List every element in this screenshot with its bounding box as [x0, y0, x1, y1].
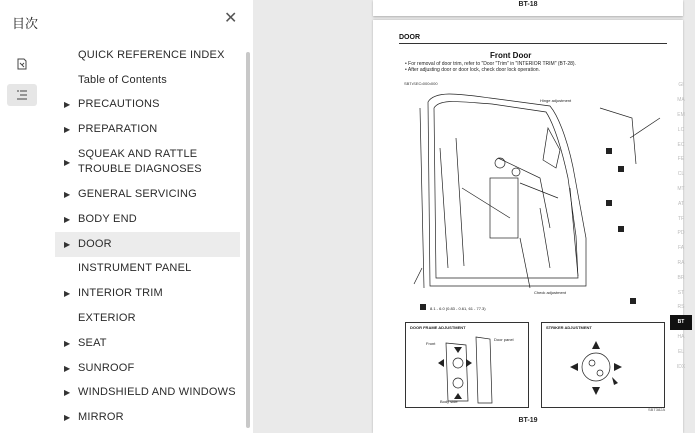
expand-arrow-icon[interactable]: ▶ — [64, 125, 71, 135]
expand-arrow-icon[interactable]: ▶ — [64, 363, 71, 373]
section-title: DOOR — [399, 34, 420, 41]
toc-item-label: QUICK REFERENCE INDEX — [78, 48, 225, 61]
toc-item-quick-reference-index[interactable] — [55, 43, 240, 68]
section-tab[interactable]: EM — [677, 111, 685, 118]
figure-caption-1: DOOR FRAME ADJUSTMENT — [410, 325, 466, 330]
note-2-text: After adjusting door or door lock, check door lock operation. — [407, 67, 540, 73]
toc-item-mirror[interactable] — [55, 405, 240, 430]
expand-arrow-icon[interactable]: ▶ — [64, 289, 71, 299]
check-label: Check adjustment — [534, 290, 567, 295]
body-side-label: Body side — [440, 399, 458, 404]
door-diagram — [400, 88, 668, 320]
section-tab[interactable]: CL — [677, 171, 685, 178]
toc-item-sunroof[interactable] — [55, 356, 240, 381]
section-tab[interactable]: BR — [677, 274, 685, 281]
toc-item-label: Table of Contents — [78, 73, 168, 86]
section-tab[interactable]: RS — [677, 304, 685, 311]
toc-item-instrument-panel[interactable] — [55, 257, 240, 282]
toc-item-label: DOOR — [78, 237, 112, 250]
toc-item-seat[interactable] — [55, 331, 240, 356]
toc-item-body-end[interactable] — [55, 207, 240, 232]
toc-item-exterior[interactable] — [55, 306, 240, 331]
section-tab[interactable]: RA — [677, 259, 685, 266]
toc-item-interior-trim[interactable] — [55, 281, 240, 306]
section-tab[interactable]: ST — [677, 289, 685, 296]
expand-arrow-icon[interactable]: ▶ — [64, 338, 71, 348]
toc-item-general-servicing[interactable] — [55, 182, 240, 207]
figure-code: SBT•SEC•000•000 — [404, 81, 438, 86]
toc-item-windshield-and-windows[interactable] — [55, 381, 240, 406]
toc-sidebar — [0, 0, 253, 433]
image-id: SBT382A — [648, 407, 666, 412]
section-tab[interactable]: TF — [677, 215, 685, 222]
prev-page-number: BT-18 — [518, 1, 538, 8]
door-frame-adjustment-figure — [405, 322, 529, 408]
section-tab[interactable]: HA — [677, 333, 685, 340]
expand-arrow-icon[interactable]: ▶ — [64, 190, 71, 200]
section-divider — [399, 43, 667, 44]
toc-item-label: SQUEAK AND RATTLE TROUBLE DIAGNOSES — [78, 148, 202, 176]
toc-item-label: SEAT — [78, 336, 107, 349]
hinge-label: Hinge adjustment — [540, 98, 572, 103]
torque-label: 8.1 - 6.0 (0.83 - 0.61, 61 - 77.3) — [430, 306, 486, 311]
section-tab[interactable]: EL — [677, 348, 685, 355]
section-tab[interactable]: MT — [677, 185, 685, 192]
section-tab[interactable]: GI — [678, 82, 684, 89]
expand-arrow-icon[interactable]: ▶ — [64, 239, 71, 249]
toc-item-preparation[interactable] — [55, 117, 240, 142]
note-1-text: For removal of door trim, refer to "Door "Trim" in "INTERIOR TRIM" (BT-28). — [408, 61, 576, 67]
page-number: BT-19 — [518, 417, 538, 424]
section-tab[interactable]: AT — [677, 200, 685, 207]
toc-item-squeak-and-rattle-trouble-diagnoses[interactable] — [55, 142, 240, 182]
toc-item-label: PREPARATION — [78, 123, 158, 136]
expand-arrow-icon[interactable]: ▶ — [64, 157, 71, 167]
toc-item-label: INSTRUMENT PANEL — [78, 262, 192, 275]
toc-item-label: MIRROR — [78, 411, 124, 424]
toc-item-label: EXTERIOR — [78, 312, 136, 325]
toc-item-table-of-contents[interactable] — [55, 68, 240, 93]
toc-item-label: INTERIOR TRIM — [78, 287, 163, 300]
expand-arrow-icon[interactable]: ▶ — [64, 100, 71, 110]
toc-item-label: WINDSHIELD AND WINDOWS — [78, 386, 236, 399]
toc-item-label: SUNROOF — [78, 361, 135, 374]
section-tab[interactable]: PD — [677, 230, 685, 237]
sidebar-scrollbar[interactable] — [246, 52, 250, 428]
toc-item-door[interactable] — [55, 232, 240, 257]
previous-page — [373, 0, 683, 16]
toc-item-label: GENERAL SERVICING — [78, 188, 197, 201]
toc-list-icon[interactable] — [7, 84, 37, 106]
toc-list — [55, 43, 240, 430]
note-1: • For removal of door trim, refer to "Door "Trim" in "INTERIOR TRIM" (BT-28). — [405, 61, 576, 67]
section-tab[interactable]: FA — [677, 245, 685, 252]
page-heading: Front Door — [490, 51, 532, 60]
section-tab[interactable]: MA — [677, 97, 685, 104]
expand-arrow-icon[interactable]: ▶ — [64, 413, 71, 423]
expand-arrow-icon[interactable]: ▶ — [64, 388, 71, 398]
close-icon[interactable]: ✕ — [224, 10, 238, 27]
toc-item-label: PRECAUTIONS — [78, 98, 160, 111]
door-panel-label: Door panel — [494, 337, 514, 342]
section-tab[interactable]: BT — [670, 315, 692, 330]
expand-arrow-icon[interactable]: ▶ — [64, 214, 71, 224]
attachment-icon[interactable] — [7, 53, 37, 75]
section-tab[interactable]: IDX — [676, 363, 686, 370]
section-tab[interactable]: EC — [677, 141, 685, 148]
figure-caption-2: STRIKER ADJUSTMENT — [546, 325, 592, 330]
toc-item-label: BODY END — [78, 212, 137, 225]
note-2: • After adjusting door or door lock, check door lock operation. — [405, 67, 540, 73]
sidebar-title: 目次 — [12, 16, 39, 31]
section-index-tabs — [670, 78, 692, 374]
section-tab[interactable]: FE — [677, 156, 685, 163]
section-tab[interactable]: LC — [677, 126, 685, 133]
toc-item-precautions[interactable] — [55, 93, 240, 118]
striker-adjustment-figure — [541, 322, 665, 408]
front-label: Front — [426, 341, 436, 346]
